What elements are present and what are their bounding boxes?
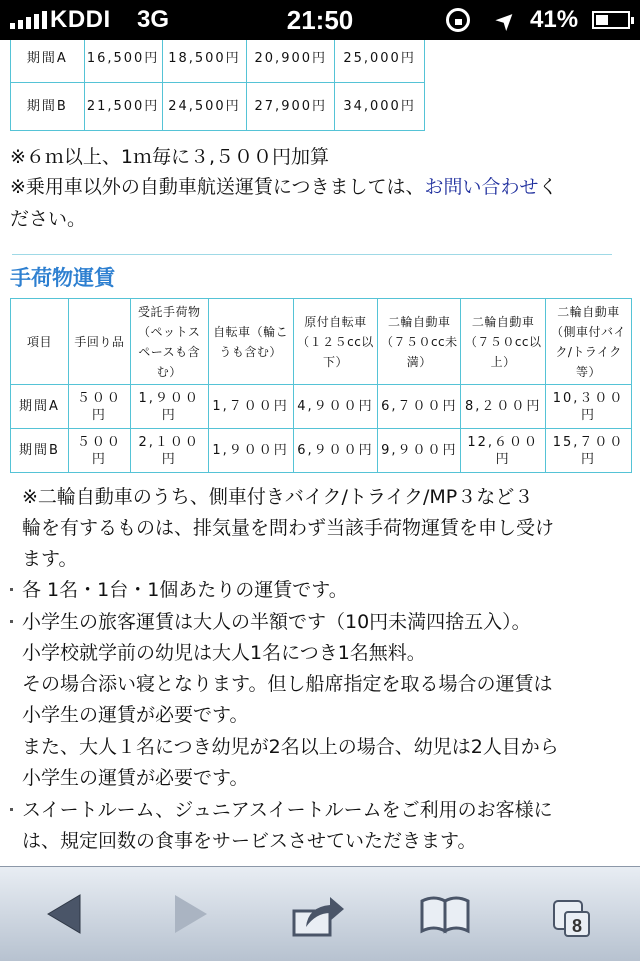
bookmarks-button[interactable] xyxy=(400,867,490,961)
table-cell: 21,500円 xyxy=(84,83,162,131)
table-row xyxy=(11,83,425,131)
section-divider xyxy=(12,254,612,255)
contact-link[interactable]: お問い合わせ xyxy=(424,176,539,198)
table-cell: 12,６００円 xyxy=(461,429,546,473)
table-cell: 4,９００円 xyxy=(293,385,378,429)
column-header: 項目 xyxy=(11,299,69,385)
tabs-count: 8 xyxy=(564,911,590,937)
tabs-button[interactable] xyxy=(528,867,618,961)
column-header: 自転車（輪こうも含む） xyxy=(208,299,293,385)
column-header: 原付自転車（１２５cc以下） xyxy=(293,299,378,385)
table-cell: 15,７００円 xyxy=(546,429,632,473)
bullet-icon xyxy=(10,588,13,591)
table-row xyxy=(11,40,425,83)
share-icon xyxy=(272,867,362,961)
note-line: 小学生の運賃が必要です。 xyxy=(22,767,249,789)
table-cell: 25,000円 xyxy=(335,40,425,83)
browser-toolbar xyxy=(0,866,640,961)
table-cell: 16,500円 xyxy=(84,40,162,83)
note-contact-cont: ださい。 xyxy=(10,208,87,230)
note-text: ※乗用車以外の自動車航送運賃につきましては、 xyxy=(10,176,425,198)
note-line: ます。 xyxy=(22,548,78,570)
note-line: 各 1名・1台・1個あたりの運賃です。 xyxy=(22,579,348,601)
table-cell: 9,９００円 xyxy=(378,429,461,473)
location-arrow-icon: ➤ xyxy=(489,3,523,38)
table-cell: 6,９００円 xyxy=(293,429,378,473)
table-cell: 2,１００円 xyxy=(130,429,208,473)
table-row xyxy=(11,429,632,473)
note-text: く xyxy=(538,176,558,198)
web-content[interactable] xyxy=(0,40,640,866)
period-label: 期間A xyxy=(11,40,85,83)
carrier-name: KDDI xyxy=(50,6,111,33)
note-line: 小学生の旅客運賃は大人の半額です（10円未満四捨五入）。 xyxy=(22,611,531,633)
clock: 21:50 xyxy=(286,5,354,35)
note-line: は、規定回数の食事をサービスさせていただきます。 xyxy=(22,830,477,852)
table-cell: 27,900円 xyxy=(247,83,335,131)
share-button[interactable] xyxy=(272,867,362,961)
period-label: 期間B xyxy=(11,83,85,131)
table-cell: 1,９００円 xyxy=(208,429,293,473)
note-line: ※二輪自動車のうち、側車付きバイク/トライク/MP３など３ xyxy=(22,486,534,508)
table-row xyxy=(11,385,632,429)
network-type: 3G xyxy=(137,6,170,33)
fare-table-top xyxy=(10,40,425,131)
note-line: スイートルーム、ジュニアスイートルームをご利用のお客様に xyxy=(22,799,553,821)
table-header-row xyxy=(11,299,632,385)
table-cell: 34,000円 xyxy=(335,83,425,131)
battery-percent: 41% xyxy=(530,6,579,33)
table-cell: 6,７００円 xyxy=(378,385,461,429)
bullet-icon xyxy=(10,808,13,811)
note-line: 小学校就学前の幼児は大人1名につき1名無料。 xyxy=(22,642,426,664)
note-line: 小学生の運賃が必要です。 xyxy=(22,704,249,726)
rotation-lock-icon xyxy=(446,8,470,32)
column-header: 二輪自動車（７５０cc以上） xyxy=(461,299,546,385)
table-cell: 24,500円 xyxy=(162,83,247,131)
forward-button[interactable] xyxy=(145,867,235,961)
note-line: また、大人１名につき幼児が2名以上の場合、幼児は2人目から xyxy=(22,736,559,758)
period-label: 期間A xyxy=(11,385,69,429)
baggage-fare-table xyxy=(10,298,632,473)
table-cell: ５００円 xyxy=(68,385,130,429)
table-cell: 1,７００円 xyxy=(208,385,293,429)
note-contact xyxy=(10,172,558,202)
note-line: その場合添い寝となります。但し船席指定を取る場合の運賃は xyxy=(22,673,553,695)
table-cell: 20,900円 xyxy=(247,40,335,83)
note-length-surcharge: ※６ｍ以上、1ｍ毎に３,５００円加算 xyxy=(10,146,330,168)
battery-icon xyxy=(592,11,630,29)
column-header: 受託手荷物（ペットスペースも含む） xyxy=(130,299,208,385)
status-bar xyxy=(0,0,640,40)
period-label: 期間B xyxy=(11,429,69,473)
note-line: 輪を有するものは、排気量を問わず当該手荷物運賃を申し受け xyxy=(22,517,555,539)
back-button[interactable] xyxy=(20,867,110,961)
column-header: 手回り品 xyxy=(68,299,130,385)
table-cell: 10,３００円 xyxy=(546,385,632,429)
table-cell: 8,２００円 xyxy=(461,385,546,429)
column-header: 二輪自動車（側車付バイク/トライク等） xyxy=(546,299,632,385)
table-cell: 1,９００円 xyxy=(130,385,208,429)
book-icon xyxy=(400,867,490,961)
section-title: 手荷物運賃 xyxy=(10,266,115,290)
table-cell: 18,500円 xyxy=(162,40,247,83)
forward-arrow-icon xyxy=(145,867,235,961)
column-header: 二輪自動車（７５０cc未満） xyxy=(378,299,461,385)
back-arrow-icon xyxy=(20,867,110,961)
bullet-icon xyxy=(10,620,13,623)
table-cell: ５００円 xyxy=(68,429,130,473)
